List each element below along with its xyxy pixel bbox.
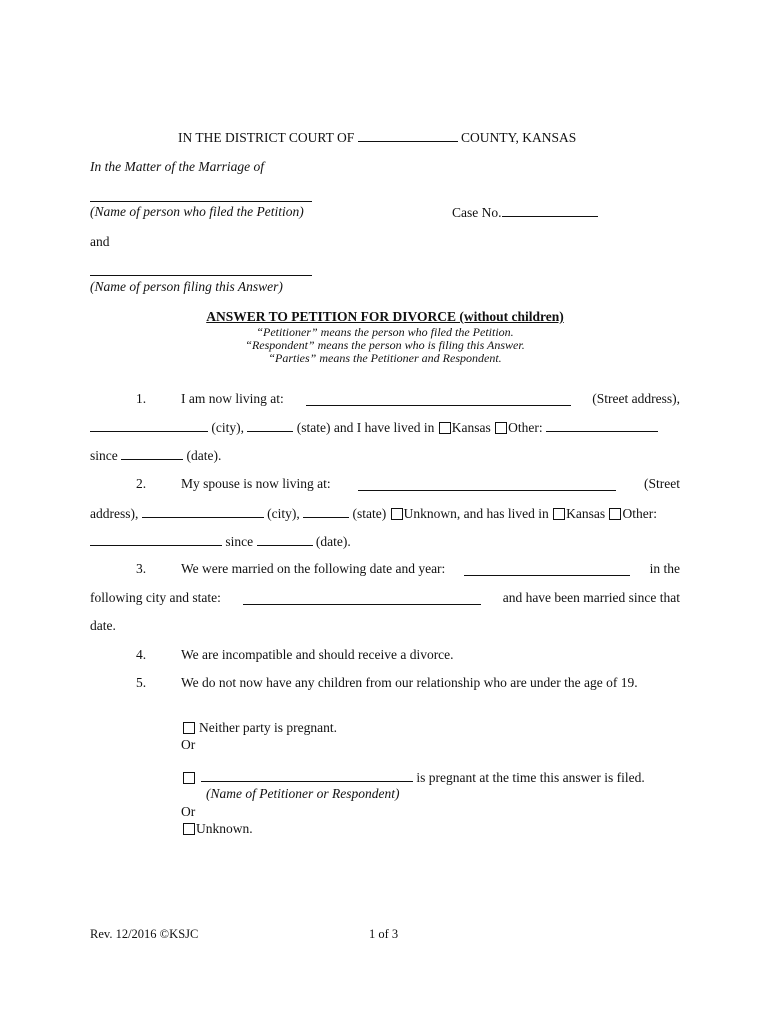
court-prefix: IN THE DISTRICT COURT OF [178,130,355,145]
state-blank[interactable] [247,419,293,432]
definition-parties: “Parties” means the Petitioner and Respondent. [268,351,502,365]
item-1-text: I am now living at: [181,391,284,406]
is-pregnant-label: is pregnant at the time this answer is filed. [416,770,645,785]
item-5-text: We do not now have any children from our relationship who are under the age of 19. [181,675,638,690]
item-3-text: We were married on the following date and year: [181,561,446,576]
document-title: ANSWER TO PETITION FOR DIVORCE (without children) [206,309,564,324]
state-label: (state) and I have lived in [296,420,435,435]
or-text-2: Or [181,804,196,819]
item-1-line-2 [90,419,658,436]
or-text-1: Or [181,737,196,752]
city-state-label: following city and state: [90,590,221,605]
case-number-label: Case No. [452,205,502,220]
item-2-line-1 [181,476,680,492]
other-state-blank[interactable] [546,419,658,432]
item-4-number: 4. [136,647,147,662]
respondent-caption: (Name of person filing this Answer) [90,279,283,294]
address-label: address), [90,506,139,521]
unknown-option [182,821,253,837]
item-2-number: 2. [136,476,147,491]
spouse-since-date-blank[interactable] [257,533,313,546]
revision-footer: Rev. 12/2016 ©KSJC [90,927,199,941]
page-number: 1 of 3 [369,927,399,941]
kansas-label: Kansas [451,420,491,435]
item-2-line-3 [90,533,351,550]
kansas-checkbox[interactable] [439,422,451,434]
spouse-other-checkbox[interactable] [609,508,621,520]
marriage-date-blank[interactable] [464,563,630,576]
city-blank[interactable] [90,419,208,432]
pregnant-checkbox[interactable] [183,772,195,784]
county-name-blank[interactable] [358,129,458,142]
case-number-blank[interactable] [502,204,598,217]
item-5-number: 5. [136,675,147,690]
spouse-other-label: Other: [622,506,657,521]
item-3-line-2 [90,590,680,606]
case-number-field [452,204,598,221]
pregnant-name-caption: (Name of Petitioner or Respondent) [206,786,400,801]
court-line [178,129,576,146]
spouse-since-label: since [225,534,254,549]
spouse-unknown-label: Unknown, and has lived in [403,506,549,521]
spouse-date-label: (date). [315,534,351,549]
in-the-label: in the [649,561,680,576]
item-1-number: 1. [136,391,147,406]
item-3-line-1 [181,561,680,577]
unknown-checkbox[interactable] [183,823,195,835]
matter-heading: In the Matter of the Marriage of [90,159,264,174]
street-address-blank[interactable] [306,393,571,406]
unknown-label: Unknown. [196,821,253,836]
item-3-number: 3. [136,561,147,576]
date-label: (date). [186,448,222,463]
item-4-text: We are incompatible and should receive a divorce. [181,647,454,662]
since-label: since [90,448,118,463]
since-date-blank[interactable] [121,447,183,460]
and-text: and [90,234,110,249]
marriage-place-blank[interactable] [243,592,481,605]
item-1-line-1 [181,391,680,407]
item-1-line-3 [90,447,221,464]
item-2-text: My spouse is now living at: [181,476,331,491]
neither-pregnant-label: Neither party is pregnant. [199,720,337,735]
item-3-line-3: date. [90,618,116,633]
definition-petitioner: “Petitioner” means the person who filed the Petition. [256,325,514,339]
spouse-unknown-checkbox[interactable] [391,508,403,520]
respondent-name-line[interactable] [90,275,312,276]
spouse-street-label: (Street [643,476,680,491]
pregnant-name-blank[interactable] [201,769,413,782]
married-since-label: and have been married since that [502,590,680,605]
spouse-city-label: (city), [267,506,300,521]
spouse-address-blank[interactable] [358,478,616,491]
petitioner-name-line[interactable] [90,201,312,202]
spouse-state-label: (state) [352,506,387,521]
spouse-kansas-label: Kansas [566,506,606,521]
neither-pregnant-option [182,720,337,736]
street-address-label: (Street address), [592,391,680,406]
item-2-line-2 [90,505,657,522]
petitioner-caption: (Name of person who filed the Petition) [90,204,304,219]
other-checkbox[interactable] [495,422,507,434]
city-label: (city), [211,420,244,435]
spouse-state-blank[interactable] [303,505,349,518]
spouse-other-blank[interactable] [90,533,222,546]
definition-respondent: “Respondent” means the person who is filing this Answer. [245,338,525,352]
spouse-city-blank[interactable] [142,505,264,518]
other-label: Other: [508,420,543,435]
spouse-kansas-checkbox[interactable] [553,508,565,520]
pregnant-option [182,769,645,786]
neither-pregnant-checkbox[interactable] [183,722,195,734]
court-suffix: COUNTY, KANSAS [460,130,577,145]
